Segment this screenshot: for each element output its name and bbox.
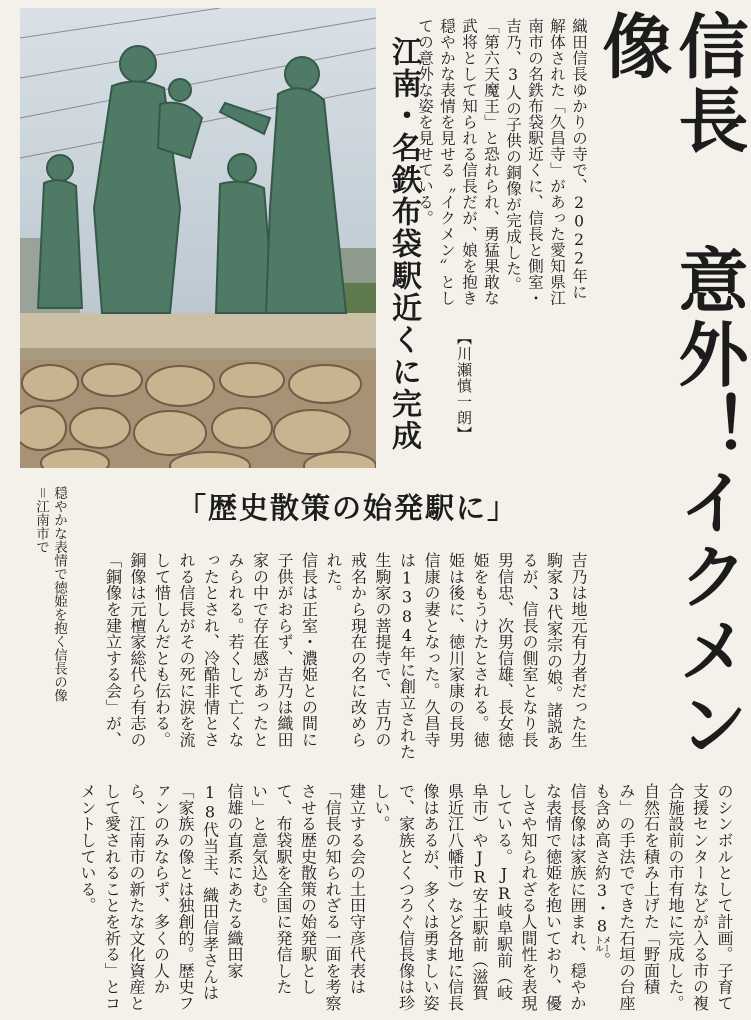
section-headline: 「歴史散策の始発駅に」: [176, 491, 518, 525]
byline: 【川瀬慎一朗】: [455, 330, 473, 442]
body-text-section-2: のシンボルとして計画。子育て支援センターなどが入る市の複合施設前の市有地に完成した。自然石を積み上げた「野面積み」の手法でできた石垣の台座も含め高さ約3・8㍍。 信長像は家族に囲まれ、穏やかな表情で徳姫を抱いており、優しさや知られざる人間性を表現している。JR岐阜駅前（岐阜市）やJR安土駅前（滋賀県近江八幡市）など各地に信長像はあるが、多くは勇ましい姿で、家族とくつろぐ信長像は珍しい。 建立する会の土田守彦代表は「信長の知られざる一面を考察させる歴史散策の始発駅として、布袋駅を全国に発信したい」と意気込む。 信雄の直系にあたる織田家18代当主、織田信孝さんは「家族の像とは独創的。歴史ファンのみならず、多くの人から、江南市の新たな文化資産として愛されることを祈る」とコメントしている。: [78, 783, 734, 1012]
headline: 信長 意外！イクメン像: [591, 10, 749, 762]
subheadline: 江南・名鉄布袋駅近くに完成: [386, 36, 421, 452]
statue-photo: [20, 8, 376, 468]
body-text-section-1: 吉乃は地元有力者だった生駒家3代家宗の娘。諸説あるが、信長の側室となり長男信忠、次男信雄、長女徳姫をもうけたとされる。徳姫は後に、徳川家康の長男信康の妻となった。久昌寺は1384年に創立された生駒家の菩提寺で、吉乃の戒名から現在の名に改められた。 信長は正室・濃姫との間に子供がおらず、吉乃は織田家の中で存在感があったとみられる。若くして亡くなったとされ、冷酷非情とされる信長がその死に涙を流して惜しんだとも伝わる。 銅像は元檀家総代ら有志の「銅像を建立する会」が、: [103, 552, 588, 760]
lead-paragraph: 織田信長ゆかりの寺で、2022年に解体された「久昌寺」があった愛知県江南市の名鉄布袋駅近くに、信長と側室・吉乃、3人の子供の銅像が完成した。「第六天魔王」と恐れられ、勇猛果敢な武将として知られる信長だが、娘を抱き穏やかな表情を見せる〝イクメン〟としての意外な姿を見せている。: [416, 18, 588, 306]
statue-illustration: [20, 8, 376, 468]
photo-caption: 穏やかな表情で徳姫を抱く信長の像 ＝江南市で: [33, 486, 67, 702]
